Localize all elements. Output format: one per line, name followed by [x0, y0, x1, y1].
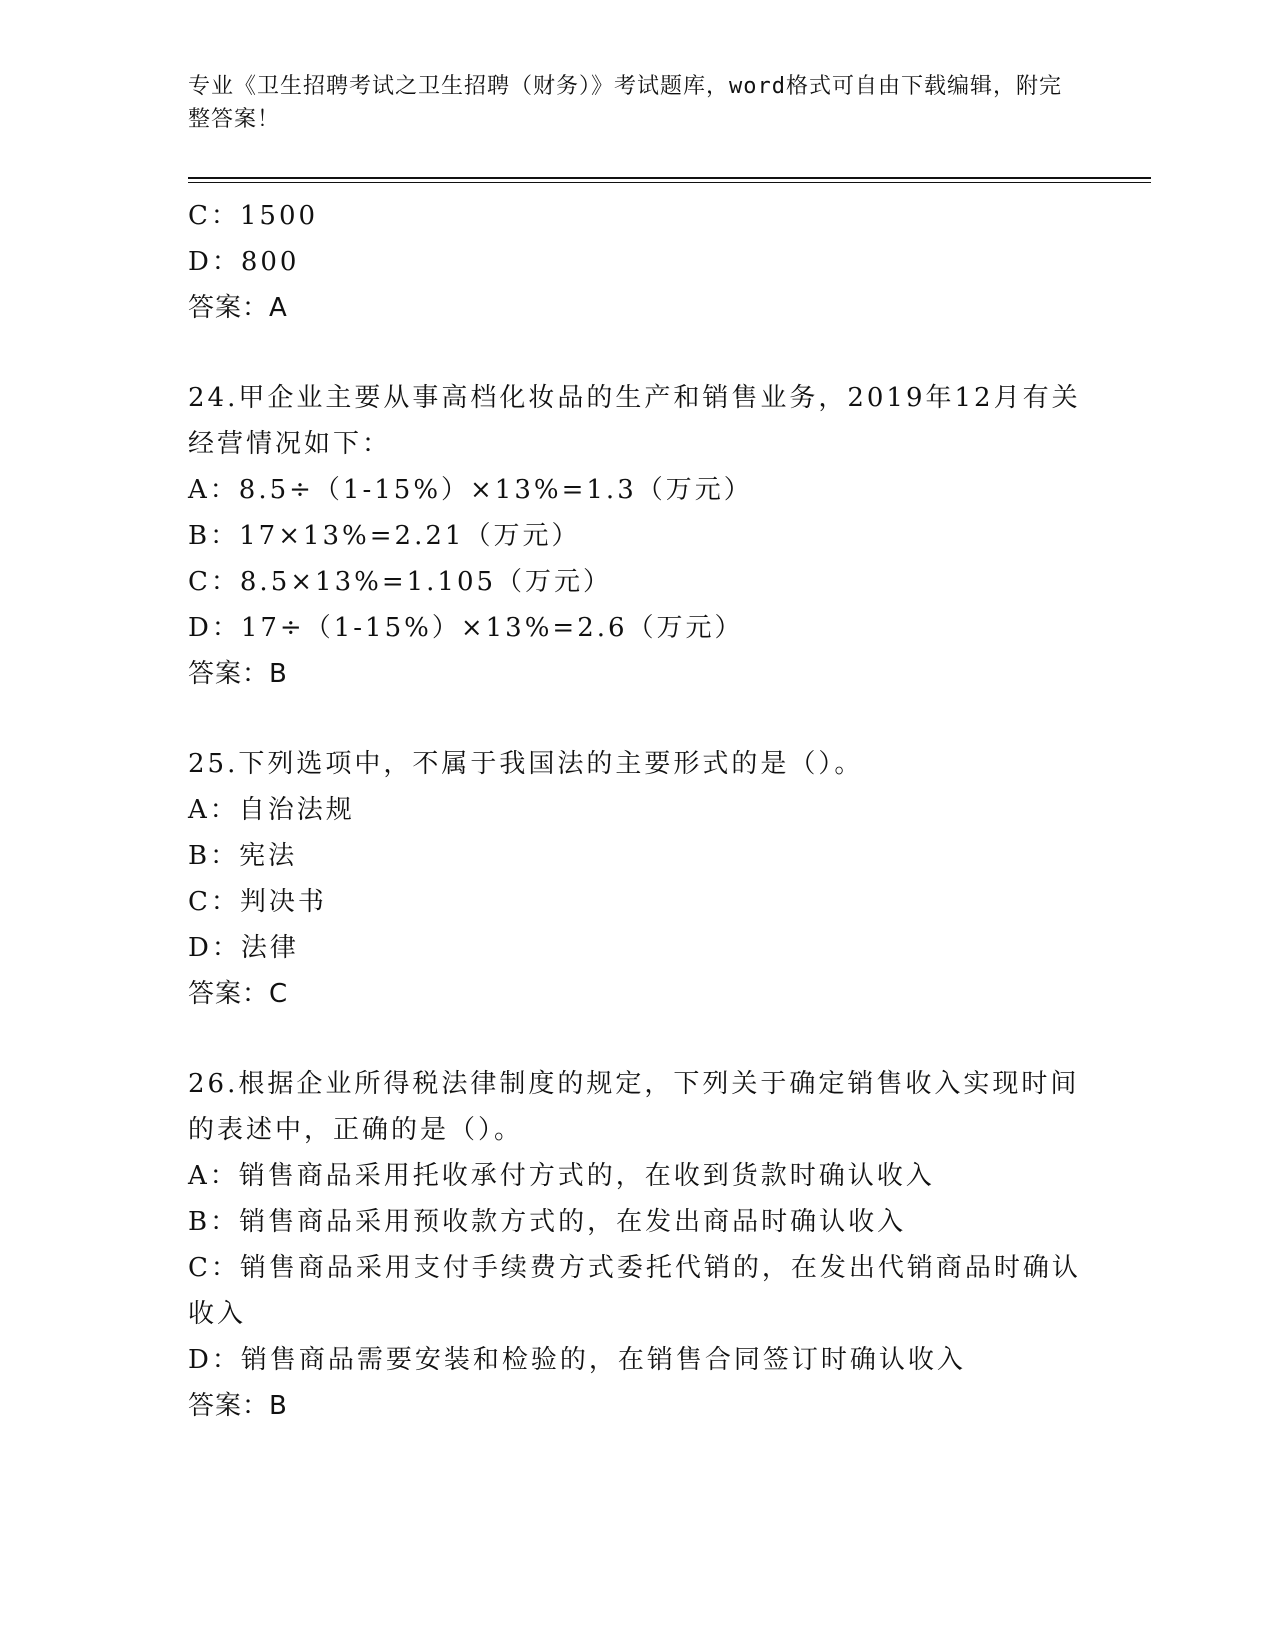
question-block	[188, 193, 1088, 331]
question-text: 的表述中，正确的是（）。	[188, 1115, 524, 1145]
question-block	[188, 1061, 1088, 1429]
question-text: 经营情况如下：	[188, 429, 392, 459]
option-line: D：法律	[188, 933, 299, 963]
option-line: 收入	[188, 1299, 247, 1329]
question-text: 25.下列选项中，不属于我国法的主要形式的是（）。	[188, 749, 864, 779]
answer-line: 答案：B	[188, 1391, 288, 1421]
option-line: C：8.5×13%=1.105（万元）	[188, 567, 613, 597]
option-line: A：自治法规	[188, 795, 355, 825]
question-text: 24.甲企业主要从事高档化妆品的生产和销售业务，2019年12月有关	[188, 383, 1081, 413]
option-line: D：800	[188, 247, 300, 277]
block-gap	[188, 1017, 1088, 1061]
question-block	[188, 741, 1088, 1017]
answer-line: 答案：C	[188, 979, 289, 1009]
option-line: C：销售商品采用支付手续费方式委托代销的，在发出代销商品时确认	[188, 1253, 1081, 1283]
option-line: B：销售商品采用预收款方式的，在发出商品时确认收入	[188, 1207, 907, 1237]
question-text: 26.根据企业所得税法律制度的规定，下列关于确定销售收入实现时间	[188, 1069, 1080, 1099]
document-header: 专业《卫生招聘考试之卫生招聘（财务）》考试题库，word格式可自由下载编辑，附完整答案！	[188, 74, 1062, 132]
option-line: A：8.5÷（1-15%）×13%=1.3（万元）	[188, 475, 753, 505]
header-divider	[188, 177, 1151, 183]
block-gap	[188, 697, 1088, 741]
option-line: B：17×13%=2.21（万元）	[188, 521, 581, 551]
option-line: D：17÷（1-15%）×13%=2.6（万元）	[188, 613, 744, 643]
option-line: C：判决书	[188, 887, 327, 917]
question-block	[188, 375, 1088, 697]
answer-line: 答案：B	[188, 659, 288, 689]
option-line: B：宪法	[188, 841, 298, 871]
block-gap	[188, 331, 1088, 375]
option-line: A：销售商品采用托收承付方式的，在收到货款时确认收入	[188, 1161, 935, 1191]
answer-line: 答案：A	[188, 293, 288, 323]
question-list	[188, 193, 1088, 1429]
option-line: C：1500	[188, 201, 319, 231]
option-line: D：销售商品需要安装和检验的，在销售合同签订时确认收入	[188, 1345, 966, 1375]
